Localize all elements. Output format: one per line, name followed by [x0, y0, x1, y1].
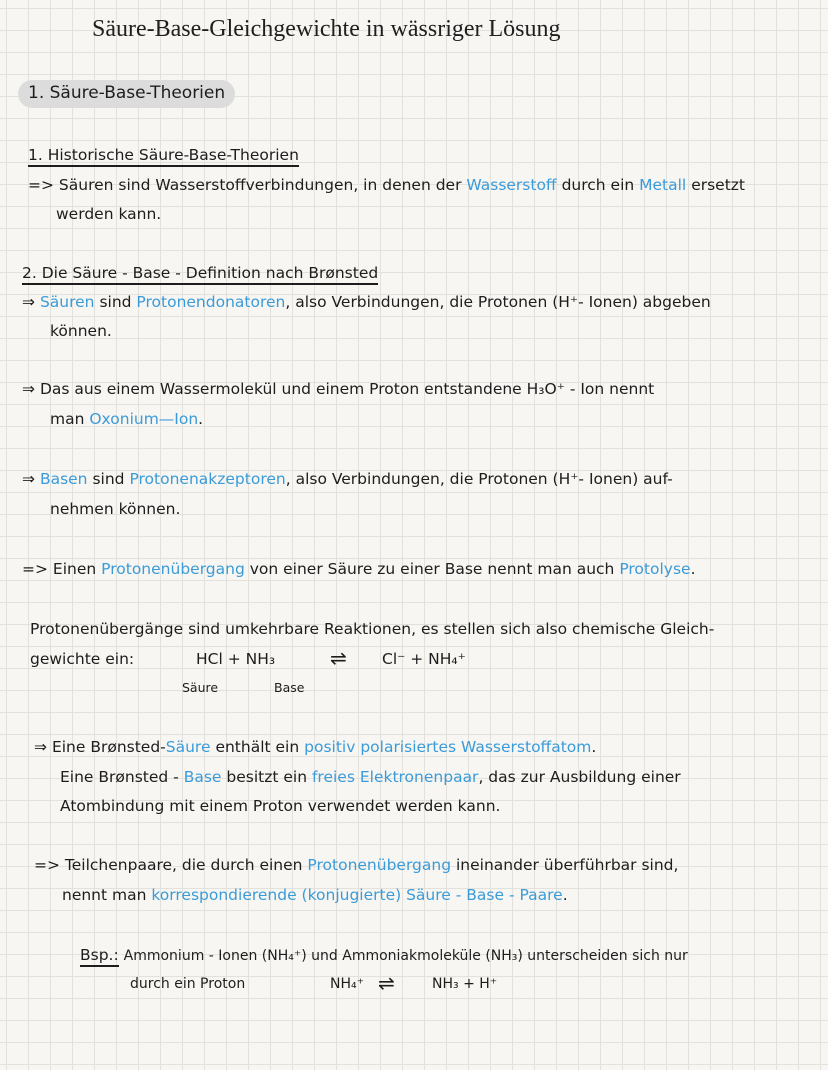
historical-line-2: werden kann. [56, 205, 162, 223]
oxonium-line-2 [50, 410, 203, 428]
example-equation-right: NH₃ + H⁺ [432, 976, 498, 992]
text: Eine Brønsted- [51, 738, 166, 756]
text: Säuren sind Wasserstoffverbindungen, in denen der [58, 176, 462, 194]
text: , also Verbindungen, die Protonen (H⁺- Ionen) abgeben [285, 293, 711, 311]
protolysis-line [22, 560, 696, 578]
highlight-term: Protonenübergang [307, 856, 452, 874]
bronsted-acid-line [34, 738, 596, 756]
text: , das zur Ausbildung einer [478, 768, 681, 786]
example-label: Bsp.: [80, 946, 119, 967]
arrow-icon: ⇒ [22, 380, 35, 398]
highlight-term: Protonenübergang [101, 560, 245, 578]
text: besitzt ein [226, 768, 308, 786]
bases-definition-line-1 [22, 470, 673, 488]
text: Ammonium - Ionen (NH₄⁺) und Ammoniakmoleküle (NH₃) unterscheiden sich nur [123, 948, 688, 964]
highlight-term: freies Elektronenpaar [311, 768, 479, 786]
bases-definition-line-2: nehmen können. [50, 500, 181, 518]
text: . [562, 886, 568, 904]
highlight-term: Base [183, 768, 222, 786]
highlight-term: Wasserstoff [466, 176, 557, 194]
text: . [591, 738, 597, 756]
historical-line-1 [28, 176, 745, 194]
text: , also Verbindungen, die Protonen (H⁺- Ionen) auf- [285, 470, 673, 488]
text: ersetzt [691, 176, 745, 194]
example-line-1 [80, 946, 688, 964]
arrow-icon: => [28, 176, 54, 194]
acids-definition-line-2: können. [50, 322, 112, 340]
page-title: Säure-Base-Gleichgewichte in wässriger Lösung [92, 16, 561, 42]
subheading-historical [28, 146, 299, 164]
equation-right: Cl⁻ + NH₄⁺ [382, 650, 466, 668]
acids-definition-line-1 [22, 293, 711, 311]
label-acid: Säure [182, 680, 219, 695]
bronsted-base-line [60, 768, 681, 786]
example-equation-left: NH₄⁺ [330, 976, 365, 992]
subheading-bronsted-text: 2. Die Säure - Base - Definition nach Brønsted [22, 264, 378, 285]
arrow-icon: ⇒ [34, 738, 47, 756]
equilibrium-line-1: Protonenübergänge sind umkehrbare Reaktionen, es stellen sich also chemische Gleich- [30, 620, 715, 638]
text: sind [92, 470, 125, 488]
text: . [690, 560, 696, 578]
highlight-term: Metall [639, 176, 687, 194]
oxonium-line-1 [22, 380, 654, 398]
text: von einer Säure zu einer Base nennt man auch [249, 560, 615, 578]
text: sind [99, 293, 132, 311]
highlight-term: Protonenakzeptoren [129, 470, 286, 488]
highlight-term: Säuren [39, 293, 95, 311]
example-line-2: durch ein Proton [130, 976, 246, 992]
equilibrium-arrow-icon: ⇌ [330, 646, 347, 670]
text: Eine Brønsted - [60, 768, 179, 786]
highlight-term: positiv polarisiertes Wasserstoffatom [304, 738, 592, 756]
text: man [50, 410, 85, 428]
label-base: Base [274, 680, 305, 695]
subheading-historical-text: 1. Historische Säure-Base-Theorien [28, 146, 299, 167]
text: Einen [52, 560, 97, 578]
text: enthält ein [215, 738, 300, 756]
arrow-icon: ⇒ [22, 470, 35, 488]
equation-left: HCl + NH₃ [196, 650, 276, 668]
text: Teilchenpaare, die durch einen [64, 856, 303, 874]
conjugate-pairs-line-1 [34, 856, 678, 874]
bronsted-base-line-2: Atombindung mit einem Proton verwendet werden kann. [60, 797, 501, 815]
conjugate-pairs-line-2 [62, 886, 568, 904]
highlight-term: Protolyse [619, 560, 691, 578]
arrow-icon: ⇒ [22, 293, 35, 311]
example-equilibrium-arrow-icon: ⇌ [378, 971, 395, 995]
subheading-bronsted [22, 264, 378, 282]
highlight-term: Protonendonatoren [136, 293, 286, 311]
text: nennt man [62, 886, 147, 904]
highlight-term: korrespondierende (konjugierte) Säure - Base - Paare [151, 886, 563, 904]
text: durch ein [561, 176, 635, 194]
section-heading-theories: 1. Säure-Base-Theorien [18, 80, 235, 108]
highlight-term: Basen [39, 470, 88, 488]
text: . [198, 410, 204, 428]
highlight-term: Oxonium—Ion [89, 410, 199, 428]
text: Das aus einem Wassermolekül und einem Proton entstandene H₃O⁺ - Ion nennt [39, 380, 655, 398]
equilibrium-line-2: gewichte ein: [30, 650, 135, 668]
arrow-icon: => [34, 856, 60, 874]
arrow-icon: => [22, 560, 48, 578]
highlight-term: Säure [165, 738, 211, 756]
text: ineinander überführbar sind, [456, 856, 679, 874]
